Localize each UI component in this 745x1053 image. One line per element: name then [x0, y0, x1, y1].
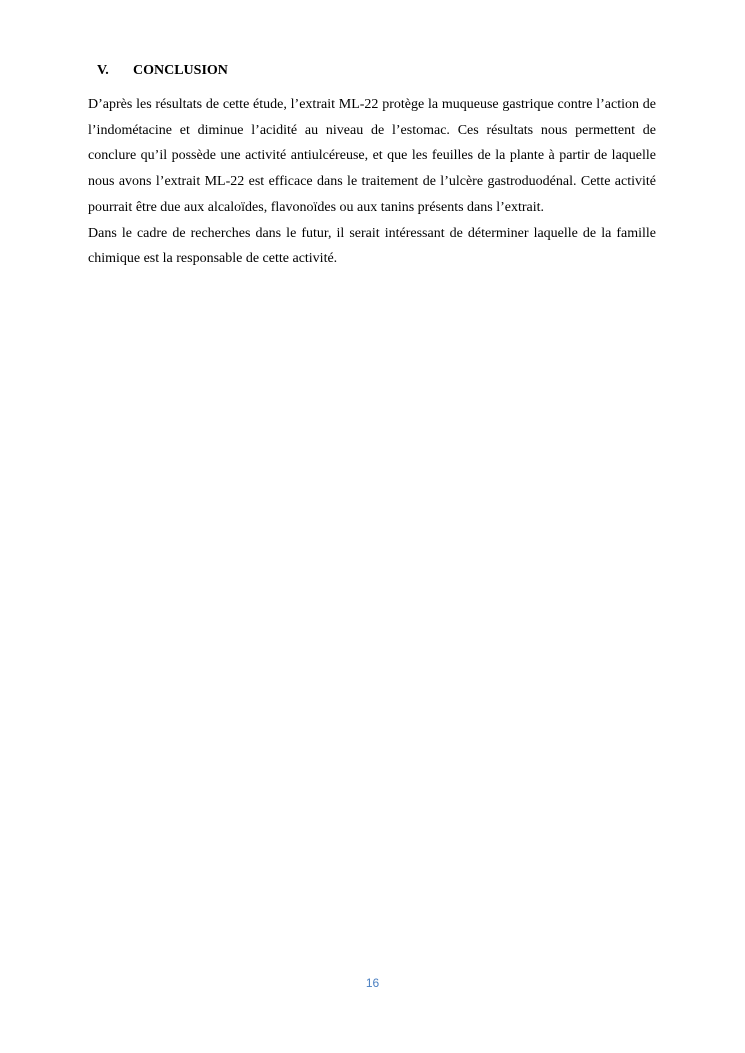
section-heading	[97, 62, 228, 80]
page-number: 16	[365, 976, 380, 990]
section-number: V.	[97, 63, 109, 78]
section-title: CONCLUSION	[133, 63, 228, 78]
paragraph: D’après les résultats de cette étude, l’extrait ML-22 protège la muqueuse gastrique contre l’action de l’indométacine et diminue l’acidité au niveau de l’estomac. Ces résultats nous permettent de conclure qu’il possède une activité antiulcéreuse, et que les feuilles de la plante à partir de laquelle nous avons l’extrait ML-22 est efficace dans le traitement de l’ulcère gastroduodénal. Cette activité pourrait être due aux alcaloïdes, flavonoïdes ou aux tanins présents dans l’extrait.	[88, 97, 656, 215]
conclusion-body	[88, 92, 656, 272]
paragraph: Dans le cadre de recherches dans le futur, il serait intéressant de déterminer laquelle de la famille chimique est la responsable de cette activité.	[88, 225, 656, 267]
